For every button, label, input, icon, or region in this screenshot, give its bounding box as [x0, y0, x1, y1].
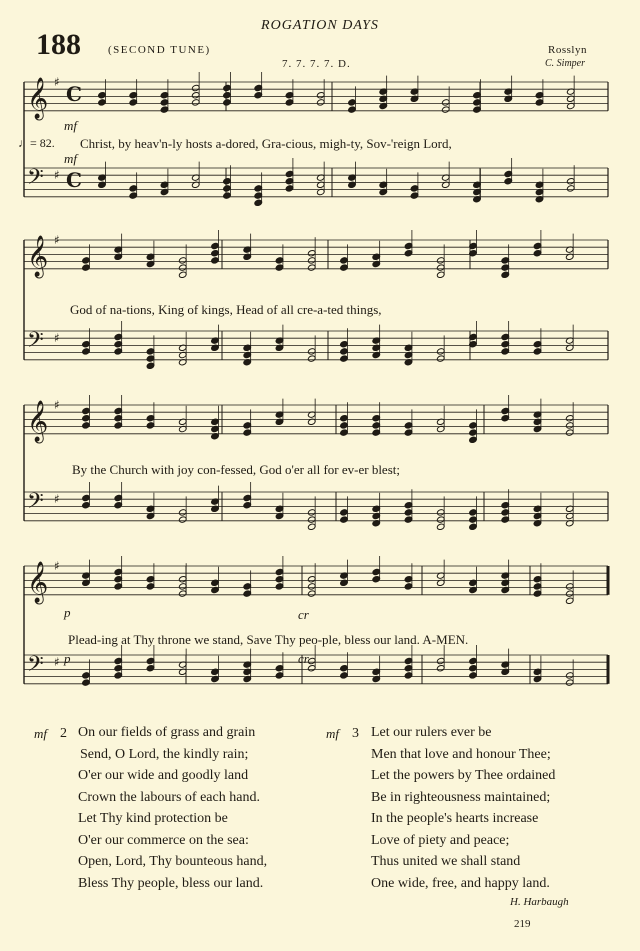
notehead [307, 250, 316, 257]
verse-line: Men that love and honour Thee; [371, 746, 551, 762]
notehead [82, 494, 91, 501]
meter: 7. 7. 7. 7. D. [282, 58, 351, 70]
key-signature-sharp: ♯ [54, 559, 60, 573]
verse-line: Bless Thy people, bless our land. [78, 875, 264, 891]
notehead [243, 590, 252, 597]
dynamic-mf-treble: mf [64, 118, 77, 133]
notehead [191, 99, 200, 106]
verse-line: In the people's hearts increase [371, 811, 539, 826]
notehead [223, 92, 232, 99]
notehead [114, 576, 123, 583]
notehead [340, 257, 349, 264]
notehead [82, 257, 91, 264]
notehead [410, 185, 419, 192]
notehead [307, 257, 316, 264]
notehead [129, 185, 138, 192]
notehead [114, 415, 123, 422]
notehead [501, 333, 510, 340]
notehead [441, 99, 450, 106]
notehead [533, 341, 542, 348]
notehead [469, 516, 478, 523]
notehead [254, 185, 263, 192]
notehead [191, 92, 200, 99]
notehead [114, 672, 123, 679]
notehead [114, 348, 123, 355]
notehead [436, 516, 445, 523]
notehead [566, 185, 575, 192]
notehead [404, 583, 413, 590]
notehead [566, 178, 575, 185]
notehead [404, 665, 413, 672]
notehead [254, 84, 263, 91]
notehead [223, 192, 232, 199]
notehead [285, 99, 294, 106]
dynamic-cr-bass: cr [298, 651, 309, 666]
notehead [501, 415, 510, 422]
notehead [404, 576, 413, 583]
tune-label: (SECOND TUNE) [108, 44, 211, 56]
notehead [307, 523, 316, 530]
verse-line: Thus united we shall stand [371, 854, 521, 869]
notehead [114, 333, 123, 340]
notehead [404, 429, 413, 436]
notehead [243, 494, 252, 501]
notehead [436, 271, 445, 278]
notehead [114, 657, 123, 664]
notehead [501, 257, 510, 264]
notehead [436, 355, 445, 362]
notehead [533, 583, 542, 590]
notehead [469, 523, 478, 530]
notehead [340, 264, 349, 271]
notehead [146, 362, 155, 369]
notehead [340, 672, 349, 679]
notehead [211, 257, 220, 264]
notehead [114, 583, 123, 590]
notehead [565, 583, 574, 590]
notehead [129, 92, 138, 99]
dynamic-p-bass: p [64, 651, 71, 666]
notehead [565, 597, 574, 604]
notehead [565, 679, 574, 686]
verse-line: O'er our commerce on the sea: [78, 832, 249, 848]
verse-line: O'er our wide and goodly land [78, 768, 249, 783]
notehead [441, 106, 450, 113]
notehead [211, 242, 220, 249]
notehead [82, 422, 91, 429]
verse-2-number: 2 [60, 726, 67, 741]
notehead [243, 502, 252, 509]
tune-name: Rosslyn [548, 44, 587, 56]
notehead [533, 576, 542, 583]
notehead [533, 250, 542, 257]
notehead [98, 92, 107, 99]
notehead [160, 92, 169, 99]
notehead [307, 509, 316, 516]
verse-3 [371, 722, 555, 894]
lyric-line-4: Plead-ing at Thy throne we stand, Save Thy peo-ple, bless our land. A-MEN. [68, 632, 469, 647]
notehead [307, 583, 316, 590]
notehead [410, 192, 419, 199]
notehead [316, 92, 325, 99]
verse-line: Let our rulers ever be [371, 725, 492, 740]
tempo-marking: ♩= 82. [18, 136, 55, 150]
notehead [82, 341, 91, 348]
notehead [404, 250, 413, 257]
dynamic-cr-treble: cr [298, 607, 309, 622]
notehead [436, 257, 445, 264]
notehead [372, 415, 381, 422]
notehead [469, 657, 478, 664]
key-signature-sharp: ♯ [54, 655, 60, 669]
notehead [340, 355, 349, 362]
notehead [146, 665, 155, 672]
notehead [82, 264, 91, 271]
author-credit: H. Harbaugh [510, 896, 569, 908]
notehead [372, 568, 381, 575]
notehead [223, 99, 232, 106]
notehead [129, 99, 138, 106]
notehead [275, 583, 284, 590]
notehead [285, 170, 294, 177]
notehead [114, 494, 123, 501]
bass-clef: 𝄢 [27, 652, 44, 682]
notehead [348, 99, 357, 106]
bass-clef: 𝄢 [27, 328, 44, 358]
notehead [469, 672, 478, 679]
notehead [114, 568, 123, 575]
verse-line: Send, O Lord, the kindly rain; [80, 746, 249, 762]
notehead [340, 516, 349, 523]
notehead [469, 436, 478, 443]
notehead [307, 355, 316, 362]
notehead [275, 665, 284, 672]
notehead [340, 509, 349, 516]
notehead [340, 341, 349, 348]
section-title: ROGATION DAYS [261, 18, 379, 33]
key-signature-sharp: ♯ [54, 398, 60, 412]
notehead [243, 583, 252, 590]
notehead [82, 672, 91, 679]
verse-line: On our fields of grass and grain [78, 725, 256, 740]
notehead [404, 516, 413, 523]
notehead [178, 509, 187, 516]
notehead [501, 407, 510, 414]
notehead [565, 429, 574, 436]
notehead [307, 348, 316, 355]
notehead [565, 422, 574, 429]
notehead [533, 590, 542, 597]
notehead [223, 185, 232, 192]
notehead [114, 422, 123, 429]
notehead [146, 576, 155, 583]
verse-line: Open, Lord, Thy bounteous hand, [78, 854, 268, 869]
key-signature-sharp: ♯ [54, 75, 60, 89]
notehead [469, 509, 478, 516]
notehead [307, 576, 316, 583]
notehead [535, 92, 544, 99]
bass-clef: 𝄢 [27, 489, 44, 519]
verse-3-number: 3 [352, 726, 359, 741]
key-signature-sharp: ♯ [54, 331, 60, 345]
notehead [254, 199, 263, 206]
notehead [340, 415, 349, 422]
notehead [82, 348, 91, 355]
notehead [372, 429, 381, 436]
notehead [348, 106, 357, 113]
dynamic-mf-bass: mf [64, 151, 77, 166]
notehead [404, 502, 413, 509]
notehead [504, 170, 513, 177]
time-signature: C [66, 168, 82, 192]
notehead [436, 264, 445, 271]
notehead [178, 271, 187, 278]
notehead [254, 92, 263, 99]
notehead [275, 576, 284, 583]
notehead [501, 271, 510, 278]
notehead [501, 509, 510, 516]
notehead [404, 422, 413, 429]
notehead [307, 264, 316, 271]
notehead [178, 516, 187, 523]
notehead [178, 257, 187, 264]
notehead [504, 178, 513, 185]
notehead [146, 583, 155, 590]
notehead [275, 672, 284, 679]
notehead [565, 415, 574, 422]
notehead [436, 348, 445, 355]
notehead [533, 348, 542, 355]
lyric-line-2: God of na-tions, King of kings, Head of all cre-a-ted things, [70, 302, 382, 317]
key-signature-sharp: ♯ [54, 492, 60, 506]
notehead [340, 665, 349, 672]
verse-2-dynamic: mf [34, 726, 47, 741]
notehead [404, 509, 413, 516]
notehead [533, 242, 542, 249]
notehead [243, 422, 252, 429]
lyric-line-1: Christ, by heav'n-ly hosts a-dored, Gra-cious, migh-ty, Sov-'reign Lord, [80, 136, 452, 151]
lyric-line-3: By the Church with joy con-fessed, God o'er all for ev-er blest; [72, 462, 400, 477]
notehead [436, 509, 445, 516]
notehead [436, 657, 445, 664]
notehead [372, 576, 381, 583]
notehead [340, 429, 349, 436]
treble-clef: 𝄞 [27, 78, 49, 119]
bass-clef: 𝄢 [27, 165, 44, 195]
notehead [307, 590, 316, 597]
notehead [178, 264, 187, 271]
composer: C. Simper [545, 58, 585, 69]
notehead [129, 192, 138, 199]
notehead [98, 99, 107, 106]
page-number: 219 [514, 918, 531, 930]
notehead [404, 672, 413, 679]
treble-clef: 𝄞 [27, 562, 49, 603]
notehead [146, 348, 155, 355]
notehead [501, 516, 510, 523]
verse-3-dynamic: mf [326, 726, 339, 741]
notehead [275, 257, 284, 264]
verse-line: Let Thy kind protection be [78, 811, 228, 826]
dynamic-p-treble: p [64, 605, 71, 620]
notehead [82, 679, 91, 686]
notehead [160, 106, 169, 113]
notehead [146, 422, 155, 429]
notehead [146, 415, 155, 422]
key-signature-sharp: ♯ [54, 168, 60, 182]
verse-line: Be in righteousness maintained; [371, 789, 551, 805]
notehead [501, 348, 510, 355]
notehead [436, 665, 445, 672]
verse-line: Love of piety and peace; [371, 832, 510, 848]
verse-line: Let the powers by Thee ordained [371, 768, 556, 783]
notehead [275, 264, 284, 271]
notehead [565, 672, 574, 679]
notehead [372, 422, 381, 429]
notehead [340, 348, 349, 355]
notehead [114, 407, 123, 414]
notehead [404, 242, 413, 249]
notehead [473, 106, 482, 113]
notehead [307, 516, 316, 523]
notehead [340, 422, 349, 429]
notehead [223, 84, 232, 91]
notehead [146, 355, 155, 362]
notehead [114, 341, 123, 348]
verse-2 [78, 722, 267, 894]
notehead [114, 502, 123, 509]
notehead [82, 502, 91, 509]
notehead [501, 264, 510, 271]
notehead [243, 429, 252, 436]
notehead [254, 192, 263, 199]
notehead [501, 502, 510, 509]
key-signature-sharp: ♯ [54, 233, 60, 247]
notehead [469, 422, 478, 429]
notehead [469, 429, 478, 436]
notehead [404, 657, 413, 664]
hymn-number: 188 [36, 28, 81, 61]
notehead [275, 568, 284, 575]
notehead [501, 341, 510, 348]
notehead [535, 99, 544, 106]
notehead [285, 178, 294, 185]
notehead [160, 99, 169, 106]
time-signature: C [66, 82, 82, 106]
notehead [469, 665, 478, 672]
treble-clef: 𝄞 [27, 236, 49, 277]
notehead [285, 185, 294, 192]
notehead [285, 92, 294, 99]
notehead [82, 415, 91, 422]
treble-clef: 𝄞 [27, 401, 49, 442]
notehead [191, 84, 200, 91]
notehead [114, 665, 123, 672]
notehead [436, 523, 445, 530]
notehead [211, 250, 220, 257]
notehead [565, 590, 574, 597]
notehead [146, 657, 155, 664]
verse-line: One wide, free, and happy land. [371, 875, 550, 891]
notehead [316, 99, 325, 106]
notehead [82, 407, 91, 414]
notehead [223, 178, 232, 185]
verse-line: Crown the labours of each hand. [78, 789, 260, 805]
